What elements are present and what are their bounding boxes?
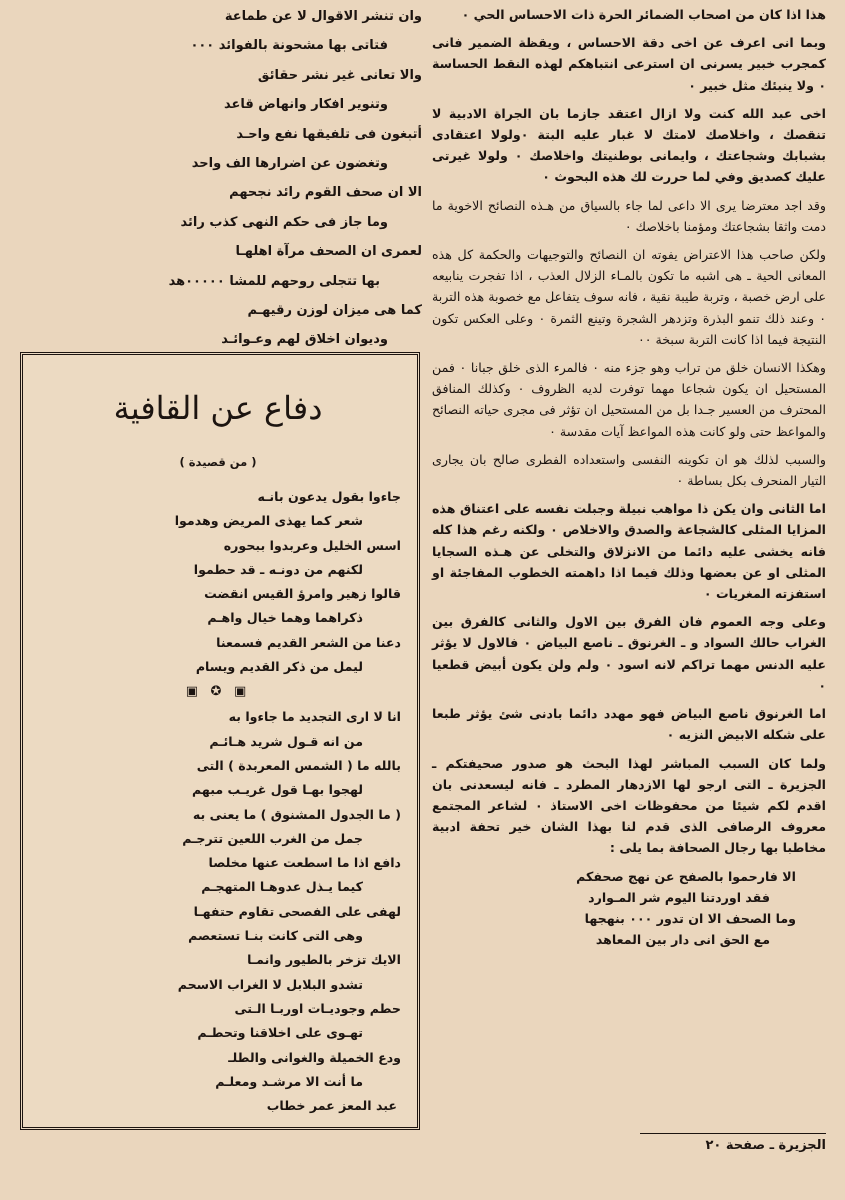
poem-line: تشدو البلابل لا الغراب الاسحم [177, 976, 363, 992]
article-paragraph: هذا اذا كان من اصحاب الضمائر الحرة ذات الاحساس الحي ٠ [461, 7, 826, 22]
poem-line: من انه قـول شريد هـائـم [209, 733, 363, 749]
poem-line: انا لا ارى التجديد ما جاءوا به [228, 709, 401, 725]
poem-body [33, 485, 403, 1118]
poem-line: ذكراهما وهما خيال واهـم [207, 610, 363, 626]
footer-divider [640, 1133, 826, 1134]
verse-line: وان تنشر الاقوال لا عن طماعة [224, 9, 422, 24]
ornament-separator: ▣ ✪ ▣ [185, 684, 251, 700]
article-column [432, 4, 826, 950]
poem-line: لكنهم من دونـه ـ قد حطموا [193, 561, 363, 577]
verse-line: كما هى ميزان لوزن رقيهـم [247, 302, 422, 318]
poem-line: بالله ما ( الشمس المعربدة ) التى [196, 757, 401, 773]
article-paragraph: اما الثانى وان يكن ذا مواهب نبيلة وجبلت نفسه على اعتناق هذه المزايا المثلى كالشجاعة والصدق والاخلاص ٠ ولكنه رغم هذا كله فانه يخشى عليه دائما من الانزلاق والتخلى عن هـذه السجايا المثلى او عن بعضها وذلك فيما اذا داهمته الخطوب المفاجئة او استفزته المغريات ٠ [432, 501, 827, 602]
verse-line: وما الصحف الا ان تدور ٠٠٠ بنهجها [584, 910, 796, 926]
article-paragraph: اخى عبد الله كنت ولا ازال اعتقد جازما بان الجراة الادبية لا تنقصك ، واخلاصك لامتك لا غبار عليه البتة ٠ولولا اعتقادى بشبابك وشجاعتك ، وايمانى بوطنيتك واخلاصك ٠ ولولا غيرتى عليك كصديق وفي لما حررت لك هذه البحوث ٠ [432, 105, 826, 185]
verse-line: وما جاز فى حكم النهى كذب رائد [180, 214, 388, 230]
poem-line: حطم وجوديـات اوربـا الـتى [234, 1000, 401, 1016]
poem-line: دعنا من الشعر القديم فسمعنا [216, 634, 401, 650]
quoted-verse [432, 866, 826, 950]
verse-line: وديوان اخلاق لهم وعـوائـد [221, 332, 388, 348]
poem-line: ليمل من ذكر القديم ويسام [195, 659, 363, 675]
verse-line: الا ان صحف القوم رائد نجحهم [229, 185, 422, 201]
verse-line: مع الحق انى دار بين المعاهد [595, 931, 770, 947]
poem-line: تهـوى على اخلاقنا وتحطـم [197, 1025, 363, 1041]
poem-line: لهفى على الفصحى تقاوم حتفهـا [193, 903, 401, 919]
verse-line: الا فارحموا بالصفح عن نهج صحفكم [576, 868, 796, 884]
poem-line: جمل من الغرب اللعين تترجـم [182, 830, 363, 846]
poem-title: دفاع عن القافية [113, 389, 323, 427]
verse-continuation [22, 2, 422, 355]
poem-box [20, 352, 420, 1130]
article-paragraph: وهكذا الانسان خلق من تراب وهو جزء منه ٠ فالمرء الذى خلق جبانا ٠ فمن المستحيل ان يكون شجاعا مهما توفرت لديه الظروف ٠ وكذلك المنافق المحترف من العسير جـدا بل من المستحيل ان تؤثر فى مجرى حياته النصائح والمواعظ حتى ولو كانت هذه المواعظ آيات مقدسة ٠ [432, 360, 826, 439]
page-footer: الجزيرة ـ صفحة ٢٠ [705, 1138, 826, 1153]
poem-line: دافع اذا ما اسطعت عنها مخلصا [208, 855, 401, 871]
article-paragraph: اما الغرنوق ناصع البياض فهو مهدد دائما بادنى شئ يؤثر طبعا على شكله الابيض النزيه ٠ [432, 706, 826, 743]
verse-line: فقد اوردتنا اليوم شر المـوارد [588, 889, 770, 905]
poem-line: اسس الخليل وعربدوا ببحوره [223, 537, 401, 553]
verse-line: أتبغون فى تلفيقها نفع واحـد [236, 126, 422, 142]
poem-line: ودع الخميلة والغوانى والطلـ [228, 1049, 401, 1065]
verse-line: وتغضون عن اضرارها الف واحد [191, 155, 388, 171]
verse-line: لعمرى ان الصحف مرآة اهلهـا [235, 244, 422, 260]
poem-subtitle: ( من قصيدة ) [179, 455, 257, 469]
poem-line: لهجوا بهـا قول غريـب مبهم [192, 782, 363, 798]
poem-line: ( ما الجدول المشنوق ) ما يعنى به [192, 806, 401, 822]
poem-author: عبد المعز عمر خطاب [266, 1098, 397, 1114]
article-paragraph: وعلى وجه العموم فان الفرق بين الاول والثانى كالفرق بين الغراب حالك السواد و ـ الغرنوق ـ ناصع البياض ٠ فالاول لا يؤثر عليه الدنس مهما تراكم لانه اسود ٠ ولم ولن يكون أبيض قطعيا ٠ [432, 614, 826, 693]
poem-line: وهى التى كانت بنـا تستعصم [188, 928, 363, 944]
poem-line: شعر كما يهذى المريض وهدموا [174, 513, 363, 529]
article-paragraph: ولما كان السبب المباشر لهذا البحث هو صدور صحيفتكم ـ الجزيرة ـ التى ارجو لها الازدهار المطرد ـ فانه ليسعدنى بان اقدم لكم شيئا من محفوظات اخى الاستاذ ٠ لشاعر المجتمع معروف الرصافى الذى قدم لنا بهذا الشان خير تحفة ادبية مخاطبا بها رجال الصحافة بما يلى : [432, 755, 826, 856]
verse-line: وتنوير افكار وانهاض قاعد [223, 97, 388, 113]
article-paragraph: ولكن صاحب هذا الاعتراض يفوته ان النصائح والتوجيهات والحكمة كل هذه المعانى الحية ـ هى اشبه ما تكون بالمـاء الزلال العذب ، اذا تفجرت ينابيعه على ارض خصبة ، وتربة طيبة نقية ، فانه سوف يتفاعل مع خصوبة هذه التربة ٠ وعند ذلك تنمو البذرة وتزدهر الشجرة وتينع الثمرة ٠ وعلى العكس تكون النتيجة فيما اذا كانت التربة سبخة ٠٠ [432, 247, 826, 347]
verse-line: فتاتى بها مشحونة بالفوائد ٠٠٠ [190, 38, 388, 54]
poem-line: جاءوا بقول يدعون بانـه [257, 489, 401, 504]
poem-line: قالوا زهير وامرؤ القيس انقضت [204, 586, 401, 602]
article-paragraph: وقد اجد معترضا يرى الا داعى لما جاء بالسياق من هـذه النصائح الاخوية ما دمت واثقا بشجاعتك ومؤمنا باخلاصك ٠ [432, 197, 826, 234]
verse-line: بها تتجلى روحهم للمشا ٠٠٠٠٠هد [168, 273, 380, 289]
poem-line: ما أنت الا مرشـد ومعلـم [215, 1073, 363, 1089]
article-paragraph: وبما انى اعرف عن اخى دقة الاحساس ، ويقظة الضمير فانى كمجرب خبير يسرنى ان استرعى انتباهكم لهذه النقط الحساسة ٠ ولا ينبئك مثل خبير ٠ [432, 35, 826, 93]
article-paragraph: والسبب لذلك هو ان تكوينه النفسى واستعداده الفطرى صالح بان يجارى التيار المنحرف بكل بساطة ٠ [432, 451, 826, 489]
poem-line: الايك تزخر بالطيور وانمـا [247, 952, 401, 968]
poem-line: كيما يـذل عدوهـا المتهجـم [201, 879, 363, 895]
verse-line: والا تعانى غير نشر حقائق [257, 67, 422, 83]
